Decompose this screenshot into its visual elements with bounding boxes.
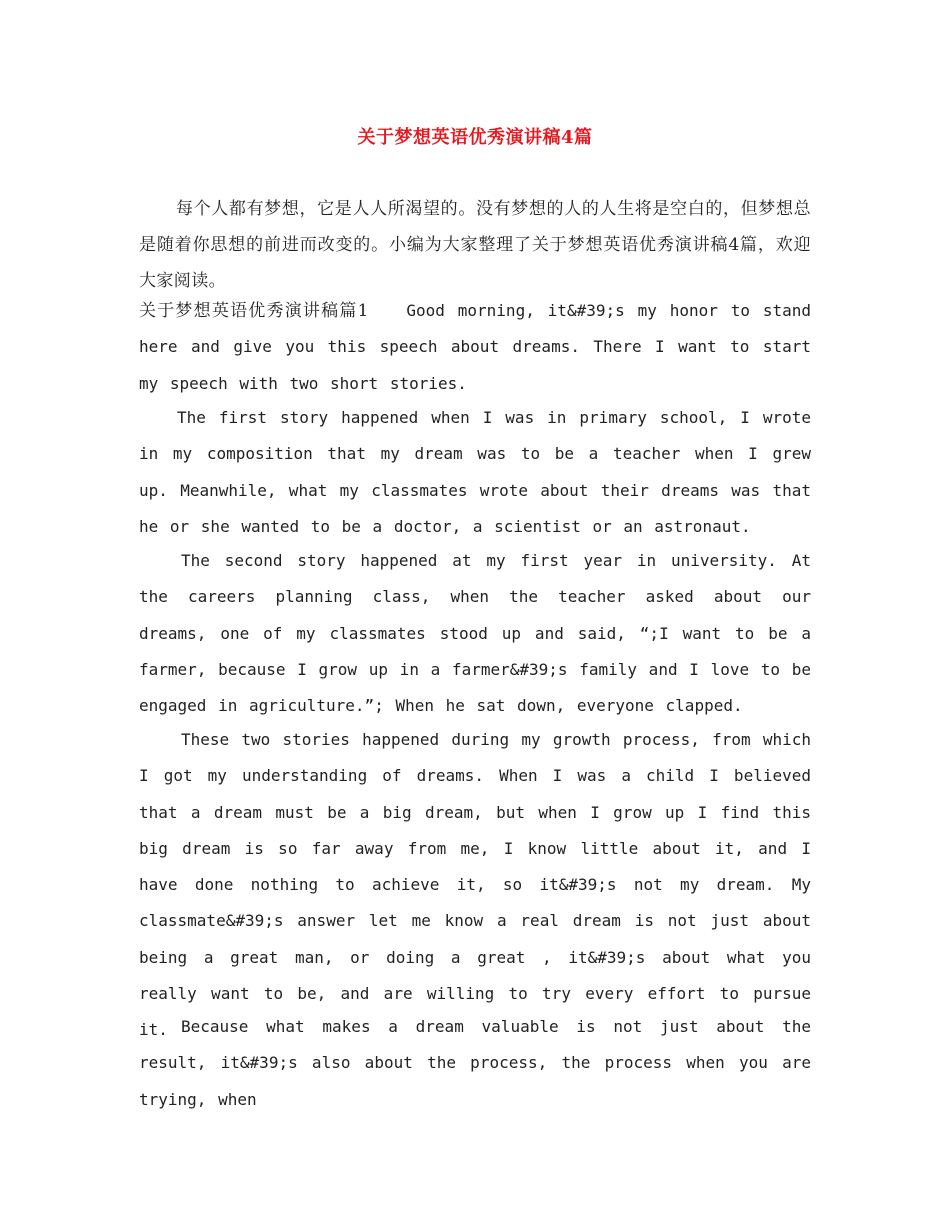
document-title: 关于梦想英语优秀演讲稿4篇 <box>357 127 593 148</box>
speech-paragraph-4: These two stories happened during my growth process, from which I got my understanding of dreams. When I was a child I believed that a dream must be a big dream, but when I grow up I find this big dream is so far away from me, I know little about it, and I have done nothing to achieve it, so it&#39;s not my dream. My classmate&#39;s answer let me know a real dream is not just about being a great man, or doing a great , it&#39;s about what you really want to be, and are willing to try every effort to pursue it. <box>139 730 811 1040</box>
speech-paragraph-2: The first story happened when I was in primary school, I wrote in my composition that my dream was to be a teacher when I grew up. Meanwhile, what my classmates wrote about their dreams was that he or she wanted to be a doctor, a scientist or an astronaut. <box>139 408 811 536</box>
paragraph-text: Good morning, it&#39;s my honor to stand here and give you this speech about dreams. There I want to start my speech with two short stories. <box>139 301 811 393</box>
speech-paragraph-1 <box>139 293 811 402</box>
speech-paragraph-5: Because what makes a dream valuable is not just about the result, it&#39;s also about the process, the process when you are trying, when <box>139 1017 811 1109</box>
intro-paragraph: 每个人都有梦想，它是人人所渴望的。没有梦想的人的人生将是空白的，但梦想总是随着你思想的前进而改变的。小编为大家整理了关于梦想英语优秀演讲稿4篇，欢迎大家阅读。 <box>139 199 811 291</box>
section-heading: 关于梦想英语优秀演讲稿篇1 <box>139 301 369 321</box>
speech-paragraph-3: The second story happened at my first year in university. At the careers planning class, when the teacher asked about our dreams, one of my classmates stood up and said, “;I want to be a farmer, because I grow up in a farmer&#39;s family and I love to be engaged in agriculture.”; When he sat down, everyone clapped. <box>139 551 811 716</box>
